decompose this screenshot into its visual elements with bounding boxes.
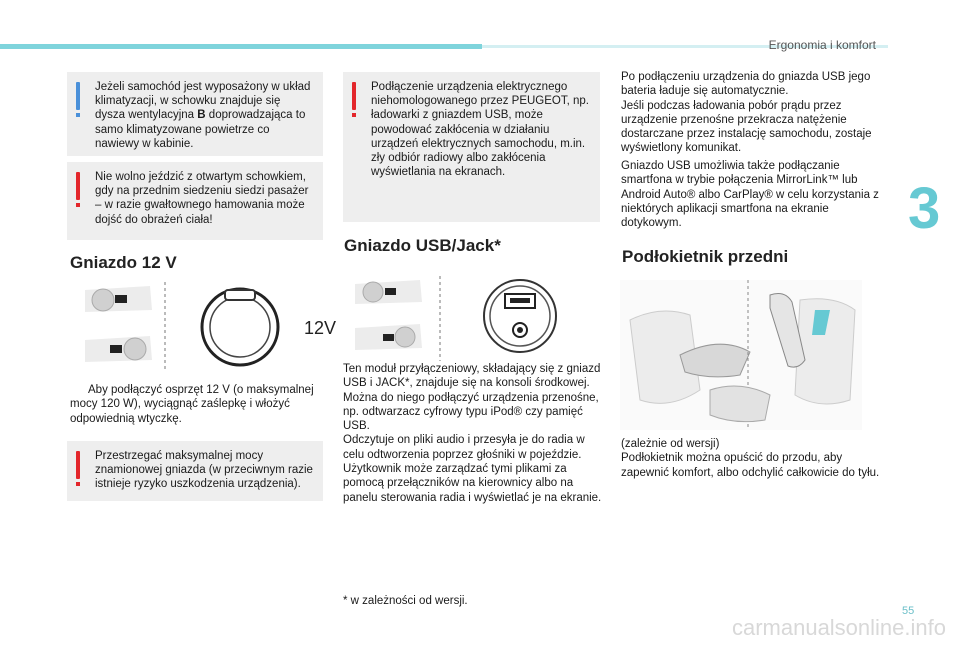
heading-12v-socket: Gniazdo 12 V: [70, 253, 177, 272]
usb-illustration: [355, 276, 605, 361]
armrest-illustration: [620, 280, 862, 430]
info-box: [67, 72, 323, 156]
heading-armrest: Podłokietnik przedni: [622, 247, 789, 266]
section-title: Ergonomia i komfort: [768, 38, 876, 52]
warning-box: [67, 162, 323, 240]
12v-illustration: [80, 282, 337, 370]
page-number: 55: [902, 605, 915, 617]
warning-icon: [76, 451, 80, 479]
12v-socket-label: 12V: [304, 318, 337, 338]
warning-icon: [352, 82, 356, 110]
chapter-number: 3: [908, 176, 941, 241]
usb-charging-text: Po podłączeniu urządzenia do gniazda USB jego bateria ładuje się automatycznie. Jeśli podczas ładowania pobór prądu przez urządzenie przenośne przekracza natężenie dostarczane przez instalację samochodu, zostaje wyświetlony komunikat.: [621, 71, 872, 155]
warning-box-12v: [67, 441, 323, 501]
warning-text-12v: Przestrzegać maksymalnej mocy znamionowej gniazda (w przeciwnym razie istnieje ryzyko uszkodzenia urządzenia).: [95, 450, 313, 491]
info-icon: [76, 82, 80, 110]
info-text: Jeżeli samochód jest wyposażony w układ klimatyzacji, w schowku znajduje się dysza wentylacyjna: [95, 81, 311, 122]
warning-text: Nie wolno jeździć z otwartym schowkiem, gdy na przednim siedzeniu siedzi pasażer – w razie gwałtownego hamowania może dojść do obrażeń ciała!: [95, 171, 309, 226]
info-text-bold: B: [197, 109, 206, 122]
usb-mirroring-text: Gniazdo USB umożliwia także podłączanie smartfona w trybie połączenia MirrorLink™ lub Android Auto® albo CarPlay® w celu korzystania z niektórych aplikacji smartfona na ekranie dotykowym.: [621, 160, 879, 230]
watermark: carmanualsonline.info: [731, 615, 946, 640]
heading-usb-jack: Gniazdo USB/Jack*: [344, 236, 501, 255]
usb-description: Ten moduł przyłączeniowy, składający się z gniazd USB i JACK*, znajduje się na konsoli środkowej. Można do niego podłączyć urządzenia przenośne, np. odtwarzacz cyfrowy typu iPod® czy pamięć USB. Odczytuje on pliki audio i przesyła je do radia w celu odtworzenia poprzez głośniki w pojeździe. Użytkownik może zarządzać tymi plikami za pomocą przełączników na kierownicy albo na panelu sterowania radia i wyświetlać je na ekranie.: [343, 363, 602, 504]
12v-instruction: [70, 383, 325, 426]
warning-icon: [76, 172, 80, 200]
info-text-tail: doprowadzająca to samo klimatyzowane powietrze co nawiewy w kabinie.: [95, 109, 306, 150]
header-accent-bar: [0, 44, 482, 49]
warning-text-usb: Podłączenie urządzenia elektrycznego niehomologowanego przez PEUGEOT, np. ładowarki z gniazdem USB, może powodować zakłócenia w działaniu urządzeń elektrycznych samochodu, m.in. zły odbiór radiowy albo zakłócenia wyświetlania na ekranach.: [371, 81, 589, 179]
12v-instruction-text: Aby podłączyć osprzęt 12 V (o maksymalnej mocy 120 W), wyciągnąć zaślepkę i włożyć odpowiednią wtyczkę.: [70, 384, 314, 425]
warning-box-usb: [343, 72, 600, 222]
footnote: * w zależności od wersji.: [343, 595, 468, 607]
armrest-description: (zależnie od wersji) Podłokietnik można opuścić do przodu, aby zapewnić komfort, albo odchylić całkowicie do tyłu.: [621, 438, 880, 479]
